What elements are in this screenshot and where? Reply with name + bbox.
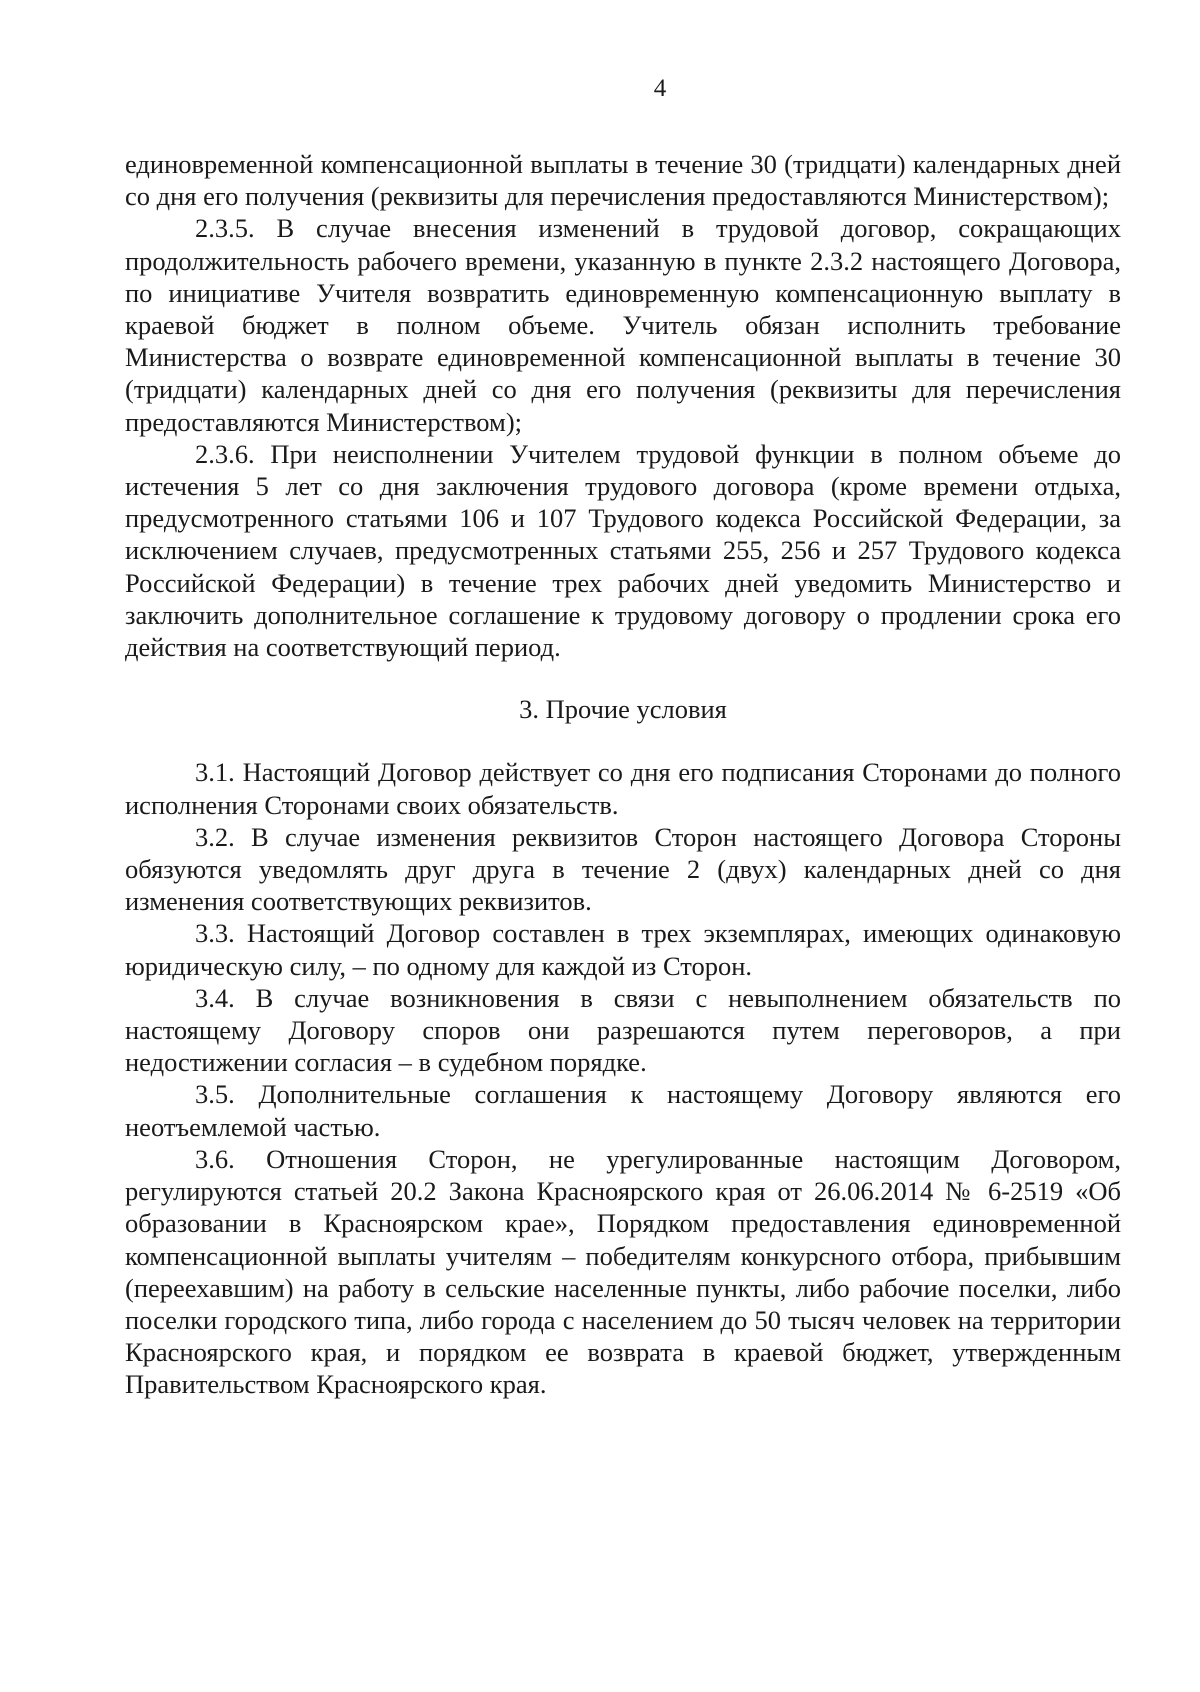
paragraph-continuation: единовременной компенсационной выплаты в течение 30 (тридцати) календарных дней со дня его получения (реквизиты для перечисления предоставляются Министерством);	[125, 149, 1121, 212]
document-body	[125, 148, 1121, 1401]
paragraph-3-4: 3.4. В случае возникновения в связи с невыполнением обязательств по настоящему Договору споров они разрешаются путем переговоров, а при недостижении согласия – в судебном порядке.	[125, 982, 1121, 1078]
paragraph-3-3: 3.3. Настоящий Договор составлен в трех экземплярах, имеющих одинаковую юридическую силу, – по одному для каждой из Сторон.	[125, 918, 1121, 981]
paragraph-3-1: 3.1. Настоящий Договор действует со дня его подписания Сторонами до полного исполнения Сторонами своих обязательств.	[125, 757, 1121, 820]
paragraph-3-6: 3.6. Отношения Сторон, не урегулированные настоящим Договором, регулируются статьей 20.2 Закона Красноярского края от 26.06.2014 № 6-2519 «Об образовании в Красноярском крае», Порядком предоставления единовременной компенсационной выплаты учителям – победителям конкурсного отбора, прибывшим (переехавшим) на работу в сельские населенные пункты, либо рабочие поселки, либо поселки городского типа, либо города с населением до 50 тысяч человек на территории Красноярского края, и порядком ее возврата в краевой бюджет, утвержденным Правительством Красноярского края.	[125, 1143, 1121, 1400]
paragraph-3-5: 3.5. Дополнительные соглашения к настоящему Договору являются его неотъемлемой частью.	[125, 1079, 1121, 1142]
section-title: 3. Прочие условия	[519, 694, 727, 725]
paragraph-2-3-5: 2.3.5. В случае внесения изменений в трудовой договор, сокращающих продолжительность рабочего времени, указанную в пункте 2.3.2 настоящего Договора, по инициативе Учителя возвратить единовременную компенсационную выплату в краевой бюджет в полном объеме. Учитель обязан исполнить требование Министерства о возврате единовременной компенсационной выплаты в течение 30 (тридцати) календарных дней со дня его получения (реквизиты для перечисления предоставляются Министерством);	[125, 213, 1121, 437]
paragraph-2-3-6: 2.3.6. При неисполнении Учителем трудовой функции в полном объеме до истечения 5 лет со дня заключения трудового договора (кроме времени отдыха, предусмотренного статьями 106 и 107 Трудового кодекса Российской Федерации, за исключением случаев, предусмотренных статьями 255, 256 и 257 Трудового кодекса Российской Федерации) в течение трех рабочих дней уведомить Министерство и заключить дополнительное соглашение к трудовому договору о продлении срока его действия на соответствующий период.	[125, 438, 1121, 663]
paragraph-3-2: 3.2. В случае изменения реквизитов Сторон настоящего Договора Стороны обязуются уведомлять друг друга в течение 2 (двух) календарных дней со дня изменения соответствующих реквизитов.	[125, 821, 1121, 917]
page-number: 4	[653, 75, 667, 102]
